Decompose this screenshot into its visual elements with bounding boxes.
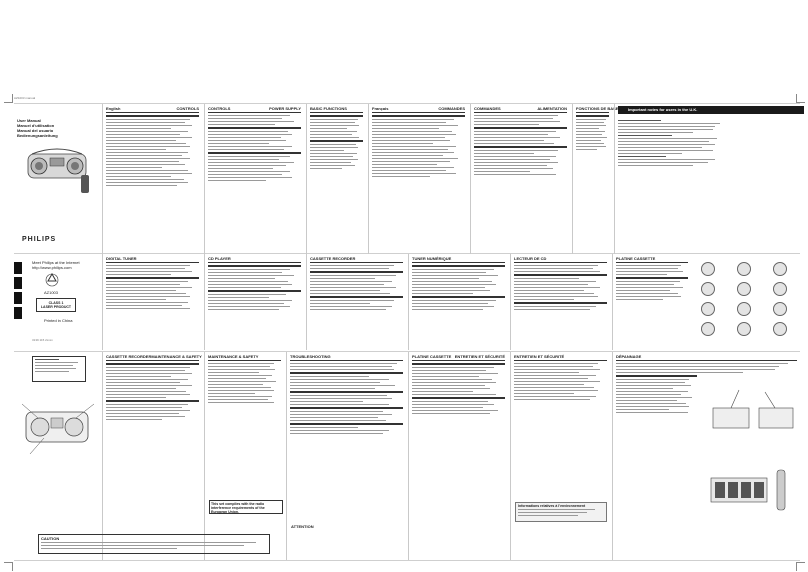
step-illustration (701, 322, 715, 336)
language-tabs (14, 262, 22, 322)
panel-troubleshooting (286, 352, 406, 560)
text-block (208, 363, 281, 403)
panel-header: CONTROLS POWER SUPPLY (208, 106, 301, 111)
panel-tuner-numerique (408, 254, 508, 350)
panel-lecteur-cd (510, 254, 610, 350)
title-fr: Manuel d'utilisation (17, 123, 55, 128)
text-block (39, 542, 269, 549)
language-tab (14, 307, 22, 319)
caution-heading: CAUTION (41, 536, 60, 541)
panel-header: PLATINE CASSETTE ENTRETIEN ET SÉCURITÉ (412, 354, 505, 359)
panel-platine-entretien (408, 352, 508, 560)
text-block (616, 375, 697, 413)
eu-compliance-notice: This set complies with the radio interference requirements of the European Union. (209, 500, 283, 514)
fold-line-bottom (14, 560, 800, 561)
header-strip: AZ1003 manual (14, 96, 36, 100)
title-de: Bedienungsanleitung (17, 133, 58, 138)
unit-diagram (20, 398, 96, 458)
step-illustration (773, 262, 787, 276)
panel-controls-en (102, 104, 202, 254)
panel-header: COMMANDES ALIMENTATION (474, 106, 567, 111)
panel-cassette-maintenance (102, 352, 202, 560)
crop-mark (4, 94, 13, 103)
text-block (514, 265, 607, 310)
website-block (32, 260, 80, 270)
title-es: Manual del usuario (17, 128, 54, 133)
text-block (310, 115, 363, 169)
panel-digital-tuner (102, 254, 202, 350)
text-block (208, 265, 301, 310)
panel-header: TUNER NUMÉRIQUE (412, 256, 505, 263)
text-block (106, 363, 199, 420)
text-block (412, 363, 505, 414)
step-illustration (773, 302, 787, 316)
user-manual-titles (17, 118, 97, 138)
panel-cd-player (204, 254, 304, 350)
laser-class: CLASS 1 (48, 301, 64, 305)
panel-uk-notes (614, 104, 800, 254)
language-tab (14, 292, 22, 304)
panel-header: DIGITAL TUNER (106, 256, 199, 263)
text-block (516, 509, 606, 516)
uk-notes-banner: Important notes for users in the U.K. (618, 106, 804, 114)
panel-alimentation (470, 104, 570, 254)
step-illustration (773, 322, 787, 336)
row-1 (14, 104, 800, 254)
panel-header: ENTRETIEN ET SÉCURITÉ (514, 354, 607, 361)
illustration-grid (697, 260, 797, 344)
step-illustration (737, 302, 751, 316)
antenna-diagram (709, 388, 797, 438)
crop-mark (796, 562, 805, 571)
cover-panel (14, 104, 100, 254)
panel-cassette-recorder (306, 254, 406, 350)
text-block (290, 363, 403, 434)
text-block (208, 115, 301, 181)
step-illustration (701, 282, 715, 296)
text-block (33, 357, 85, 376)
step-illustration (701, 262, 715, 276)
laser-product: LASER PRODUCT (40, 305, 72, 309)
row-3 (14, 352, 800, 560)
step-illustration (773, 282, 787, 296)
panel-header: TROUBLESHOOTING (290, 354, 403, 361)
environment-heading: Informations relatives à l'environnement (518, 504, 586, 508)
crop-mark (796, 94, 805, 103)
text-block (618, 120, 725, 166)
panel-controls-power (204, 104, 304, 254)
attention-heading: ATTENTION (291, 524, 314, 529)
recycle-icon (44, 272, 60, 288)
text-block (616, 363, 797, 373)
step-illustration (737, 262, 751, 276)
panel-fonctions-de-base (572, 104, 619, 254)
step-illustration (701, 302, 715, 316)
cover-back-panel (14, 254, 100, 350)
panel-header: CD PLAYER (208, 256, 301, 263)
panel-header: CASSETTE RECORDER (310, 256, 403, 263)
title-en: User Manual (17, 118, 41, 123)
text-block (372, 115, 465, 177)
environment-box (515, 502, 607, 522)
caution-box (38, 534, 270, 554)
diagram-callout (32, 356, 86, 382)
text-block (310, 265, 403, 310)
text-block (106, 115, 199, 186)
step-illustration (737, 282, 751, 296)
step-illustration (737, 322, 751, 336)
language-tab (14, 262, 22, 274)
text-block (412, 265, 505, 310)
brand-logo: PHILIPS (22, 236, 57, 243)
part-number: 3139 115 2xxxx (32, 338, 53, 342)
printed-in: Printed in China (44, 318, 73, 323)
language-tab (14, 277, 22, 289)
laser-product-label (36, 298, 76, 312)
panel-header: English CONTROLS (106, 106, 199, 111)
text-block (106, 265, 199, 309)
panel-entretien-securite (510, 352, 610, 560)
panel-maintenance-safety (204, 352, 284, 560)
website-caption: Meet Philips at the Internet (32, 260, 80, 265)
panel-header: LECTEUR DE CD (514, 256, 607, 263)
text-block (616, 265, 688, 300)
remote-illustration (78, 174, 92, 194)
panel-header: Français COMMANDES (372, 106, 465, 111)
row-2 (14, 254, 800, 350)
crop-mark (4, 562, 13, 571)
panel-header: PLATINE CASSETTE (616, 256, 688, 263)
panel-platine-cassette (612, 254, 800, 350)
panel-basic-functions (306, 104, 366, 254)
text-block (514, 363, 607, 400)
panel-header: CASSETTE RECORDER MAINTENANCE & SAFETY (106, 354, 202, 359)
panel-depannage (612, 352, 800, 560)
panel-header: DÉPANNAGE (616, 354, 797, 361)
text-block (576, 115, 609, 150)
website-url: http://www.philips.com (32, 265, 72, 270)
model-number: AZ1003 (44, 290, 59, 295)
text-block (474, 115, 567, 175)
panel-header: FONCTIONS DE BASE (576, 106, 619, 111)
diagram-panel (14, 352, 100, 560)
panel-commandes-fr (368, 104, 468, 254)
panel-header: MAINTENANCE & SAFETY (208, 354, 281, 361)
battery-diagram (709, 462, 797, 516)
panel-header: BASIC FUNCTIONS (310, 106, 363, 113)
